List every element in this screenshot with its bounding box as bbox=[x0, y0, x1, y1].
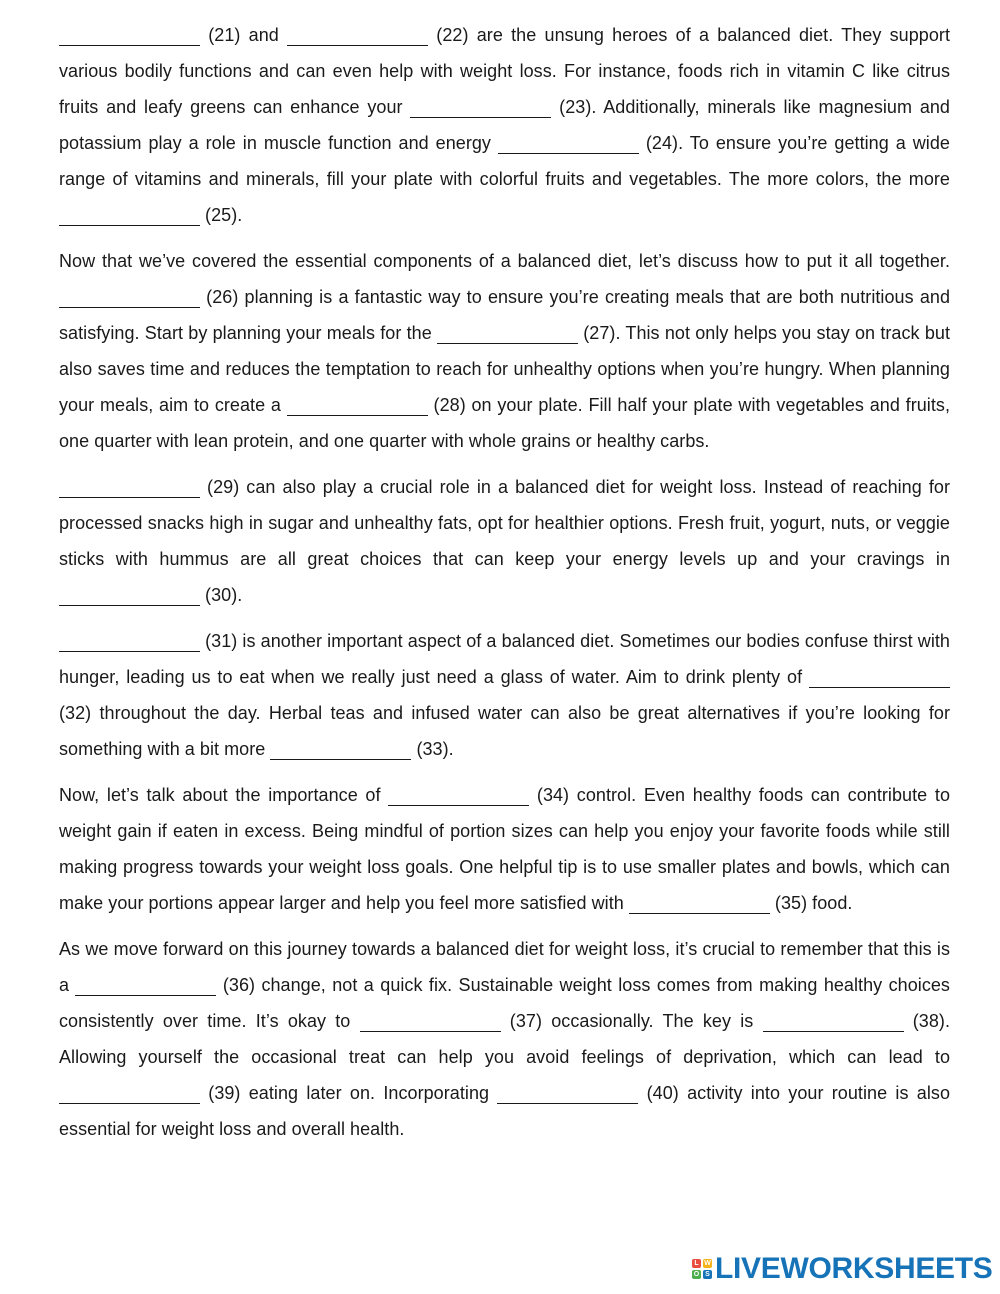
paragraph-text: (26) planning is a fantastic way to ensure you’re creating meals that are both nutritious and satisfying. Start by planning your meals for the bbox=[59, 287, 950, 343]
paragraph-text: (40) activity into your routine is also essential for weight loss and overall health. bbox=[59, 1083, 951, 1139]
answer-blank-27[interactable] bbox=[437, 323, 578, 344]
paragraph bbox=[59, 931, 950, 1147]
paragraph bbox=[59, 243, 950, 459]
paragraph-text: Now, let’s talk about the importance of bbox=[59, 785, 389, 805]
paragraph-text: (27). This not only helps you stay on track but also saves time and reduces the temptation to reach for unhealthy options when you’re hungry. When planning your meals, aim to create a bbox=[59, 323, 950, 415]
answer-blank-23[interactable] bbox=[410, 97, 551, 118]
paragraph-text: (25). bbox=[200, 205, 243, 225]
answer-blank-37[interactable] bbox=[360, 1011, 501, 1032]
answer-blank-38[interactable] bbox=[763, 1011, 904, 1032]
paragraph-text: (31) is another important aspect of a balanced diet. Sometimes our bodies confuse thirst with hunger, leading us to eat when we really just need a glass of water. Aim to drink plenty of bbox=[59, 631, 950, 687]
answer-blank-26[interactable] bbox=[59, 287, 200, 308]
paragraph-text: (35) food. bbox=[769, 893, 853, 913]
paragraph-text: (37) occasionally. The key is bbox=[500, 1011, 763, 1031]
answer-blank-33[interactable] bbox=[270, 739, 411, 760]
logo-tile: W bbox=[704, 1260, 711, 1267]
paragraph bbox=[59, 17, 950, 233]
paragraph-text: (24). To ensure you’re getting a wide range of vitamins and minerals, fill your plate with colorful fruits and vegetables. The more colors, the more bbox=[59, 133, 950, 189]
paragraph-text: (36) change, not a quick fix. Sustainable weight loss comes from making healthy choices consistently over time. It’s okay to bbox=[59, 975, 950, 1031]
worksheet-page bbox=[59, 17, 950, 1157]
paragraph-text: (32) throughout the day. Herbal teas and infused water can also be great alternatives if you’re looking for something with a bit more bbox=[59, 703, 950, 759]
logo-tile: S bbox=[703, 1270, 712, 1279]
answer-blank-21[interactable] bbox=[59, 25, 200, 46]
paragraph-text: (39) eating later on. Incorporating bbox=[200, 1083, 498, 1103]
answer-blank-28[interactable] bbox=[287, 395, 428, 416]
paragraph-text: (33). bbox=[411, 739, 454, 759]
paragraph-text: (28) on your plate. Fill half your plate with vegetables and fruits, one quarter with lean protein, and one quarter with whole grains or healthy carbs. bbox=[59, 395, 951, 451]
paragraph-text: (34) control. Even healthy foods can contribute to weight gain if eaten in excess. Being mindful of portion sizes can help you enjoy your favorite foods while still making progress towards your weight loss goals. One helpful tip is to use smaller plates and bowls, which can make your portions appear larger and help you feel more satisfied with bbox=[59, 785, 950, 913]
answer-blank-29[interactable] bbox=[59, 477, 200, 498]
answer-blank-36[interactable] bbox=[75, 975, 216, 996]
answer-blank-34[interactable] bbox=[388, 785, 529, 806]
paragraph bbox=[59, 777, 950, 921]
liveworksheets-logo bbox=[692, 1252, 993, 1286]
paragraph-text: (23). Additionally, minerals like magnesium and potassium play a role in muscle function and energy bbox=[59, 97, 950, 153]
logo-tile: L bbox=[692, 1259, 701, 1268]
paragraph-text: As we move forward on this journey towards a balanced diet for weight loss, it’s crucial to remember that this is a bbox=[59, 939, 950, 995]
paragraph bbox=[59, 469, 950, 613]
paragraph-text: (29) can also play a crucial role in a balanced diet for weight loss. Instead of reaching for processed snacks high in sugar and unhealthy fats, opt for healthier options. Fresh fruit, yogurt, nuts, or veggie sticks with hummus are all great choices that can keep your energy levels up and your cravings in bbox=[59, 477, 950, 569]
answer-blank-22[interactable] bbox=[287, 25, 428, 46]
paragraph-text: (22) are the unsung heroes of a balanced diet. They support various bodily functions and can even help with weight loss. For instance, foods rich in vitamin C like citrus fruits and leafy greens can enhance your bbox=[59, 25, 950, 117]
answer-blank-25[interactable] bbox=[59, 205, 200, 226]
answer-blank-40[interactable] bbox=[497, 1083, 638, 1104]
paragraph-text: (38). Allowing yourself the occasional treat can help you avoid feelings of deprivation, which can lead to bbox=[59, 1011, 951, 1067]
answer-blank-24[interactable] bbox=[498, 133, 639, 154]
paragraph-text: (30). bbox=[200, 585, 243, 605]
answer-blank-39[interactable] bbox=[59, 1083, 200, 1104]
paragraph bbox=[59, 623, 950, 767]
answer-blank-30[interactable] bbox=[59, 585, 200, 606]
logo-text: LIVEWORKSHEETS bbox=[715, 1252, 993, 1285]
answer-blank-31[interactable] bbox=[59, 631, 200, 652]
logo-tiles-icon bbox=[692, 1259, 712, 1279]
answer-blank-32[interactable] bbox=[809, 667, 950, 688]
logo-tile: O bbox=[693, 1271, 700, 1278]
answer-blank-35[interactable] bbox=[629, 893, 770, 914]
paragraph-text: Now that we’ve covered the essential components of a balanced diet, let’s discuss how to put it all together. bbox=[59, 251, 950, 271]
paragraph-text: (21) and bbox=[200, 25, 288, 45]
